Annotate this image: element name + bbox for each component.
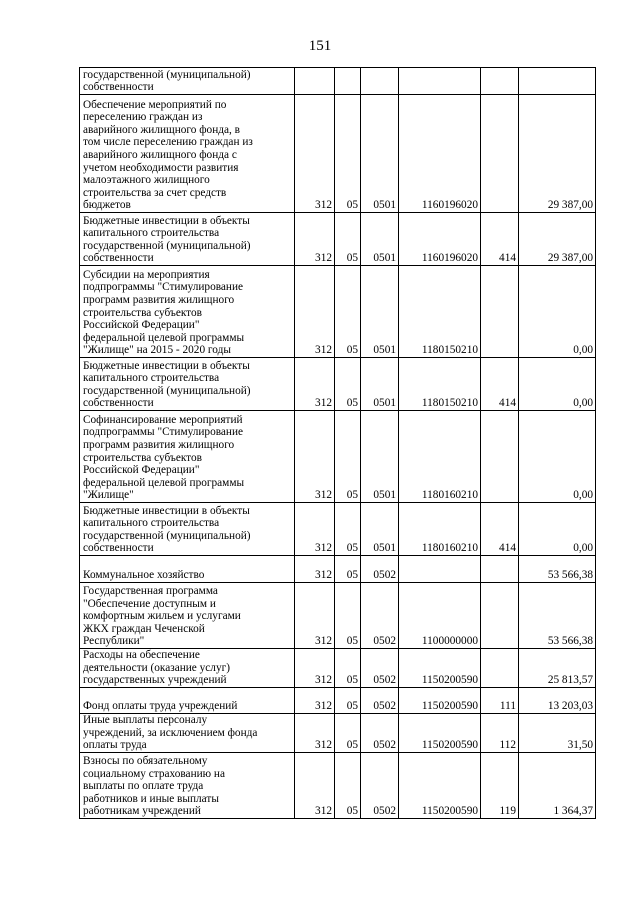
cell-vr <box>481 556 519 583</box>
table-row <box>80 68 596 95</box>
cell-name: Иные выплаты персоналу учреждений, за исключением фонда оплаты труда <box>80 714 295 753</box>
table-row <box>80 213 596 266</box>
cell-vr: 414 <box>481 213 519 266</box>
cell-ved: 312 <box>295 688 335 714</box>
cell-sum: 29 387,00 <box>519 213 596 266</box>
cell-vr <box>481 266 519 358</box>
table-row <box>80 358 596 411</box>
table-row <box>80 583 596 649</box>
cell-ved: 312 <box>295 266 335 358</box>
cell-razdel: 05 <box>335 753 361 819</box>
cell-razdel: 05 <box>335 714 361 753</box>
cell-sum <box>519 68 596 95</box>
cell-name: Государственная программа "Обеспечение доступным и комфортным жильем и услугами ЖКХ граждан Чеченской Республики" <box>80 583 295 649</box>
cell-sum: 1 364,37 <box>519 753 596 819</box>
cell-razdel: 05 <box>335 213 361 266</box>
table-row <box>80 266 596 358</box>
cell-ved: 312 <box>295 753 335 819</box>
budget-table-body <box>80 68 596 819</box>
table-row <box>80 411 596 503</box>
cell-podrazdel: 0501 <box>361 266 399 358</box>
cell-sum: 31,50 <box>519 714 596 753</box>
cell-razdel: 05 <box>335 411 361 503</box>
cell-vr <box>481 68 519 95</box>
cell-name: государственной (муниципальной) собственности <box>80 68 295 95</box>
cell-name: Взносы по обязательному социальному страхованию на выплаты по оплате труда работников и иные выплаты работникам учреждений <box>80 753 295 819</box>
cell-podrazdel: 0502 <box>361 753 399 819</box>
budget-table <box>79 67 596 819</box>
cell-razdel: 05 <box>335 688 361 714</box>
cell-vr <box>481 411 519 503</box>
cell-razdel: 05 <box>335 503 361 556</box>
cell-ved: 312 <box>295 411 335 503</box>
cell-razdel <box>335 68 361 95</box>
cell-vr <box>481 583 519 649</box>
cell-csr: 1150200590 <box>399 753 481 819</box>
cell-sum: 0,00 <box>519 266 596 358</box>
cell-name: Субсидии на мероприятия подпрограммы "Стимулирование программ развития жилищного строительства субъектов Российской Федерации" федеральной целевой программы "Жилище" на 2015 - 2020 годы <box>80 266 295 358</box>
cell-vr <box>481 649 519 688</box>
cell-vr: 414 <box>481 358 519 411</box>
cell-name: Бюджетные инвестиции в объекты капитального строительства государственной (муниципальной) собственности <box>80 503 295 556</box>
cell-vr: 112 <box>481 714 519 753</box>
cell-ved: 312 <box>295 95 335 213</box>
cell-sum: 29 387,00 <box>519 95 596 213</box>
cell-name: Бюджетные инвестиции в объекты капитального строительства государственной (муниципальной) собственности <box>80 213 295 266</box>
cell-sum: 13 203,03 <box>519 688 596 714</box>
cell-name: Бюджетные инвестиции в объекты капитального строительства государственной (муниципальной) собственности <box>80 358 295 411</box>
cell-ved: 312 <box>295 649 335 688</box>
cell-podrazdel: 0502 <box>361 649 399 688</box>
cell-csr <box>399 556 481 583</box>
cell-podrazdel: 0502 <box>361 688 399 714</box>
cell-csr: 1160196020 <box>399 213 481 266</box>
cell-sum: 0,00 <box>519 358 596 411</box>
cell-csr: 1160196020 <box>399 95 481 213</box>
cell-vr: 414 <box>481 503 519 556</box>
cell-csr: 1180150210 <box>399 358 481 411</box>
cell-name: Коммунальное хозяйство <box>80 556 295 583</box>
cell-podrazdel: 0501 <box>361 213 399 266</box>
cell-razdel: 05 <box>335 649 361 688</box>
cell-sum: 53 566,38 <box>519 556 596 583</box>
table-row <box>80 503 596 556</box>
cell-csr: 1100000000 <box>399 583 481 649</box>
cell-razdel: 05 <box>335 556 361 583</box>
table-row <box>80 649 596 688</box>
cell-ved: 312 <box>295 583 335 649</box>
cell-podrazdel: 0501 <box>361 503 399 556</box>
cell-razdel: 05 <box>335 266 361 358</box>
cell-name: Расходы на обеспечение деятельности (оказание услуг) государственных учреждений <box>80 649 295 688</box>
cell-razdel: 05 <box>335 583 361 649</box>
cell-podrazdel: 0502 <box>361 556 399 583</box>
cell-csr <box>399 68 481 95</box>
cell-ved <box>295 68 335 95</box>
cell-name: Софинансирование мероприятий подпрограммы "Стимулирование программ развития жилищного строительства субъектов Российской Федерации" федеральной целевой программы "Жилище" <box>80 411 295 503</box>
cell-sum: 0,00 <box>519 503 596 556</box>
cell-csr: 1180150210 <box>399 266 481 358</box>
cell-podrazdel: 0502 <box>361 714 399 753</box>
cell-csr: 1150200590 <box>399 649 481 688</box>
cell-vr <box>481 95 519 213</box>
cell-ved: 312 <box>295 213 335 266</box>
cell-csr: 1150200590 <box>399 714 481 753</box>
table-row <box>80 556 596 583</box>
cell-podrazdel <box>361 68 399 95</box>
table-row <box>80 95 596 213</box>
table-row <box>80 753 596 819</box>
table-row <box>80 714 596 753</box>
cell-csr: 1150200590 <box>399 688 481 714</box>
cell-vr: 111 <box>481 688 519 714</box>
cell-sum: 25 813,57 <box>519 649 596 688</box>
cell-podrazdel: 0502 <box>361 583 399 649</box>
cell-ved: 312 <box>295 503 335 556</box>
cell-ved: 312 <box>295 556 335 583</box>
cell-razdel: 05 <box>335 95 361 213</box>
cell-ved: 312 <box>295 714 335 753</box>
table-row <box>80 688 596 714</box>
cell-ved: 312 <box>295 358 335 411</box>
cell-csr: 1180160210 <box>399 411 481 503</box>
cell-podrazdel: 0501 <box>361 411 399 503</box>
cell-name: Фонд оплаты труда учреждений <box>80 688 295 714</box>
cell-sum: 53 566,38 <box>519 583 596 649</box>
cell-sum: 0,00 <box>519 411 596 503</box>
cell-name: Обеспечение мероприятий по переселению граждан из аварийного жилищного фонда, в том числе переселению граждан из аварийного жилищного фонда с учетом необходимости развития малоэтажного жилищного строительства за счет средств бюджетов <box>80 95 295 213</box>
cell-vr: 119 <box>481 753 519 819</box>
cell-csr: 1180160210 <box>399 503 481 556</box>
cell-podrazdel: 0501 <box>361 95 399 213</box>
page-number: 151 <box>308 38 332 54</box>
cell-razdel: 05 <box>335 358 361 411</box>
cell-podrazdel: 0501 <box>361 358 399 411</box>
